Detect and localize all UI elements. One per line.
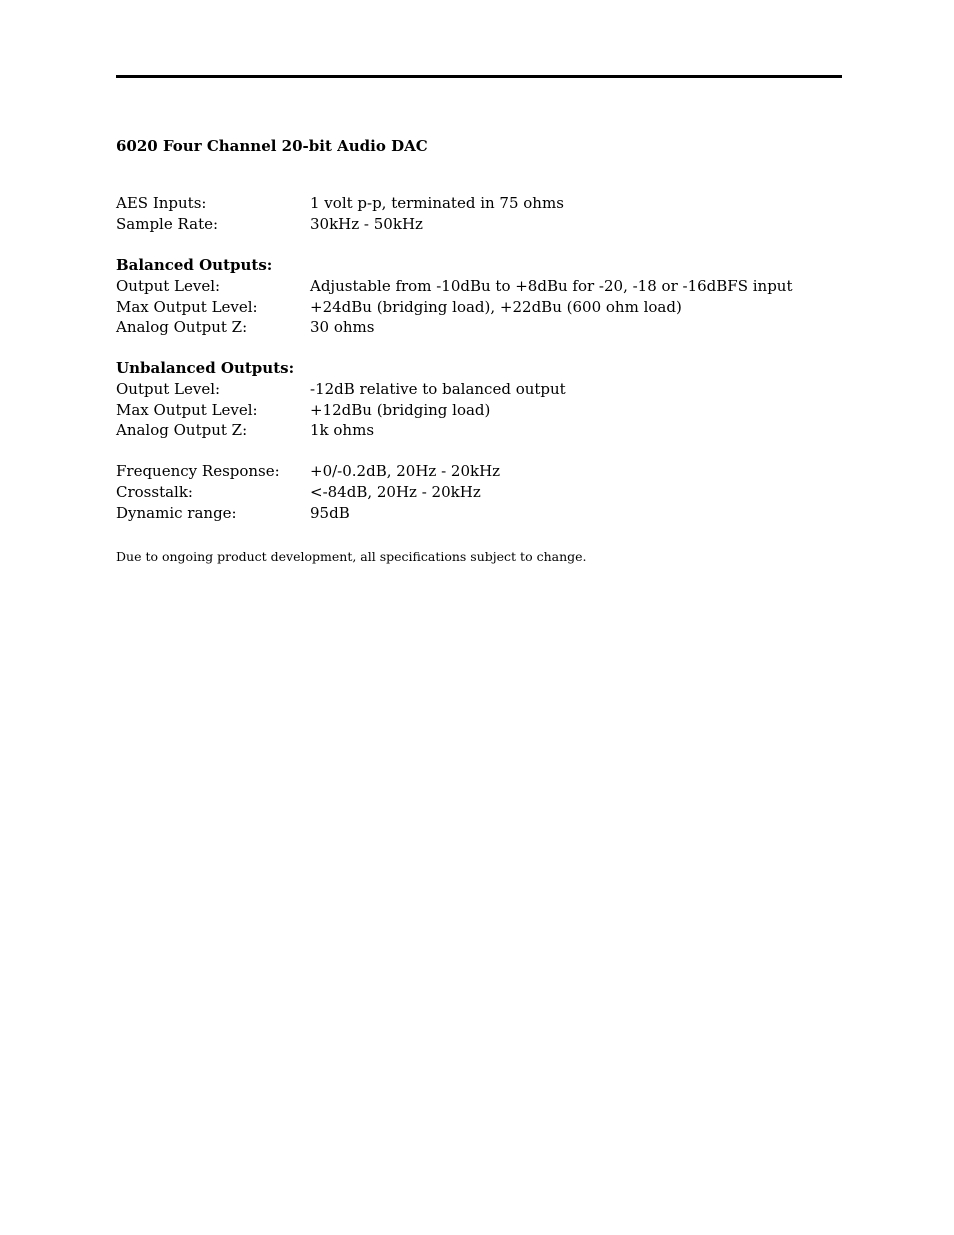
spec-label: Crosstalk: <box>116 482 193 501</box>
spec-value: +0/-0.2dB, 20Hz - 20kHz <box>310 462 501 480</box>
page-title: 6020 Four Channel 20-bit Audio DAC <box>116 137 428 155</box>
balanced-outputs-heading: Balanced Outputs: <box>116 256 273 274</box>
spec-value: +24dBu (bridging load), +22dBu (600 ohm load) <box>310 297 682 316</box>
spec-label: Sample Rate: <box>116 214 219 233</box>
spec-value: 95dB <box>310 503 350 522</box>
spec-label: Max Output Level: <box>116 297 258 316</box>
spec-value: Adjustable from -10dBu to +8dBu for -20, -18 or -16dBFS input <box>310 276 793 295</box>
spec-row-balanced-analog-output-z <box>116 317 842 338</box>
unbalanced-outputs-section <box>116 358 842 441</box>
spec-value: <-84dB, 20Hz - 20kHz <box>310 482 481 501</box>
spec-label: Analog Output Z: <box>116 421 248 440</box>
spec-value: 1 volt p-p, terminated in 75 ohms <box>310 194 564 212</box>
spec-row-unbalanced-max-output-level <box>116 400 842 421</box>
balanced-outputs-section <box>116 255 842 338</box>
spec-row-balanced-output-level <box>116 276 842 297</box>
spec-value: 30kHz - 50kHz <box>310 214 423 233</box>
spec-row-crosstalk <box>116 482 842 503</box>
spec-row-aes-inputs <box>116 193 842 214</box>
spec-row-balanced-max-output-level <box>116 297 842 318</box>
spec-row-unbalanced-output-level <box>116 379 842 400</box>
spec-row-frequency-response <box>116 461 842 482</box>
spec-row-unbalanced-analog-output-z <box>116 420 842 441</box>
spec-row-dynamic-range <box>116 503 842 524</box>
spec-label: Frequency Response: <box>116 462 280 480</box>
inputs-section <box>116 193 842 235</box>
performance-section <box>116 461 842 523</box>
spec-label: Output Level: <box>116 379 221 398</box>
spec-label: Max Output Level: <box>116 400 258 419</box>
spec-label: AES Inputs: <box>116 194 207 212</box>
spec-value: -12dB relative to balanced output <box>310 379 566 398</box>
spec-label: Analog Output Z: <box>116 318 248 337</box>
spec-label: Output Level: <box>116 276 221 295</box>
unbalanced-outputs-heading: Unbalanced Outputs: <box>116 359 295 377</box>
header-rule <box>116 75 842 78</box>
spec-value: 30 ohms <box>310 318 375 337</box>
spec-value: 1k ohms <box>310 421 375 440</box>
spec-row-sample-rate <box>116 214 842 235</box>
spec-value: +12dBu (bridging load) <box>310 400 491 419</box>
spec-label: Dynamic range: <box>116 503 237 522</box>
footnote: Due to ongoing product development, all specifications subject to change. <box>116 549 587 564</box>
